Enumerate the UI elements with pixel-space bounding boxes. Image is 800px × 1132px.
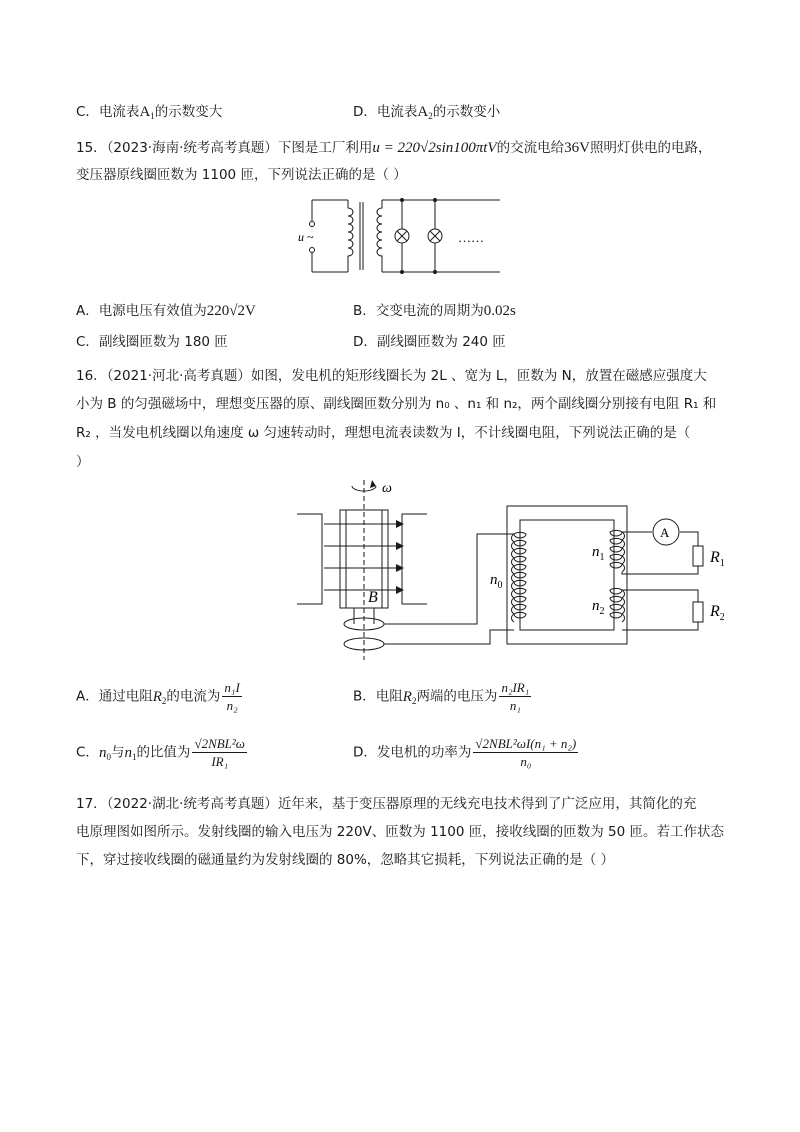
terminal-bottom — [310, 248, 315, 253]
q15-option-a: A．电源电压有效值为220√2V — [76, 303, 256, 319]
ammeter-symbol: $A_2$ — [417, 104, 433, 121]
q16-stem-line2: 小为 B 的匀强磁场中，理想变压器的原、副线圈匝数分别为 n₀ 、n₁ 和 n₂，两个副线圈分别接有电阻 R₁ 和 — [76, 396, 717, 412]
q14-option-c: C．电流表$A_1$的示数变大 — [76, 104, 223, 121]
fraction: $\frac{\text{√2NBL²ωI(n₁ + n₂)}}{\text{n₀}}$ — [475, 736, 577, 769]
q16-option-a: A．通过电阻$R_2$的电流为 $\frac{\text{n₁I}}{\text{n₂}}$ — [76, 680, 240, 713]
q16-stem-line1: 16．（2021·河北·高考真题）如图，发电机的矩形线圈长为 2L 、宽为 L，匝数为 N，放置在磁感应强度大 — [76, 368, 707, 384]
q16-generator-transformer-figure — [292, 474, 742, 664]
q15-transformer-circuit — [290, 188, 510, 276]
ellipsis: …… — [458, 230, 484, 245]
question-number: 15． — [76, 140, 107, 156]
q17-stem-line3: 下，穿过接收线圈的磁通量约为发射线圈的 80%，忽略其它损耗，下列说法正确的是（ ） — [76, 852, 615, 868]
omega-label: ω — [382, 481, 392, 496]
q16-option-b: B．电阻$R_2$两端的电压为 $\frac{\text{n₂IR₁}}{\text{n₁}}$ — [353, 680, 530, 713]
ammeter-label: A — [660, 525, 670, 540]
n2-label: $n_2$ — [592, 598, 605, 617]
voltage-formula: u = 220√2sin100πtV — [372, 140, 497, 156]
n1-label: $n_1$ — [592, 544, 605, 563]
primary-coil — [348, 200, 353, 272]
q15-option-b: B．交变电流的周期为0.02s — [353, 303, 516, 319]
secondary-coil — [377, 200, 382, 272]
resistor-r2 — [693, 602, 703, 622]
q16-stem-line4: ） — [76, 454, 90, 470]
q15-stem-line1: 15．（2023·海南·统考高考真题）下图是工厂利用u = 220√2sin100πtV的交流电给36V照明灯供电的电路， — [76, 140, 712, 156]
q14-option-d: D．电流表$A_2$的示数变小 — [353, 104, 501, 121]
q15-option-d: D．副线圈匝数为 240 匝 — [353, 334, 506, 350]
fraction: $\frac{\text{n₁I}}{\text{n₂}}$ — [224, 680, 240, 713]
terminal-top — [310, 222, 315, 227]
primary-coil-n0 — [512, 532, 526, 622]
transformer-core — [507, 506, 627, 644]
q16-option-d: D．发电机的功率为 $\frac{\text{√2NBL²ωI(n₁ + n₂)}}{\text{n₀}}$ — [353, 736, 577, 769]
r1-label: $R_1$ — [710, 549, 725, 569]
magnet-left-pole — [297, 514, 322, 604]
field-label: B — [368, 589, 378, 606]
q17-stem-line2: 电原理图如图所示。发射线圈的输入电压为 220V、匝数为 1100 匝，接收线圈的匝数为 50 匝。若工作状态 — [76, 824, 724, 840]
question-source: （2022·湖北·统考高考真题） — [106, 796, 278, 812]
q15-stem-line2: 变压器原线圈匝数为 1100 匝，下列说法正确的是（ ） — [76, 167, 407, 183]
resistor-r1 — [693, 546, 703, 566]
q16-stem-line3: R₂ ，当发电机线圈以角速度 ω 匀速转动时，理想电流表读数为 I，不计线圈电阻，下列说法正确的是（ — [76, 425, 691, 441]
source-label: u ~ — [298, 230, 314, 244]
q17-stem-line1: 17．（2022·湖北·统考高考真题）近年来，基于变压器原理的无线充电技术得到了广泛应用，其简化的充 — [76, 796, 697, 812]
secondary-coil-n1 — [610, 530, 624, 572]
question-number: 17． — [76, 796, 107, 812]
q15-option-c: C．副线圈匝数为 180 匝 — [76, 334, 228, 350]
ammeter-symbol: $A_1$ — [139, 104, 155, 121]
question-source: （2023·海南·统考高考真题） — [106, 140, 278, 156]
magnet-right-pole — [402, 514, 427, 604]
q16-option-c: C．$n_0$与$n_1$的比值为 $\frac{\text{√2NBL²ω}}{\text{IR₁}}$ — [76, 736, 245, 769]
question-number: 16． — [76, 368, 107, 384]
secondary-coil-n2 — [610, 588, 624, 622]
question-source: （2021·河北·高考真题） — [106, 368, 251, 384]
r2-label: $R_2$ — [710, 603, 725, 623]
fraction: $\frac{\text{n₂IR₁}}{\text{n₁}}$ — [501, 680, 530, 713]
n0-label: $n_0$ — [490, 572, 503, 591]
fraction: $\frac{\text{√2NBL²ω}}{\text{IR₁}}$ — [194, 736, 245, 769]
